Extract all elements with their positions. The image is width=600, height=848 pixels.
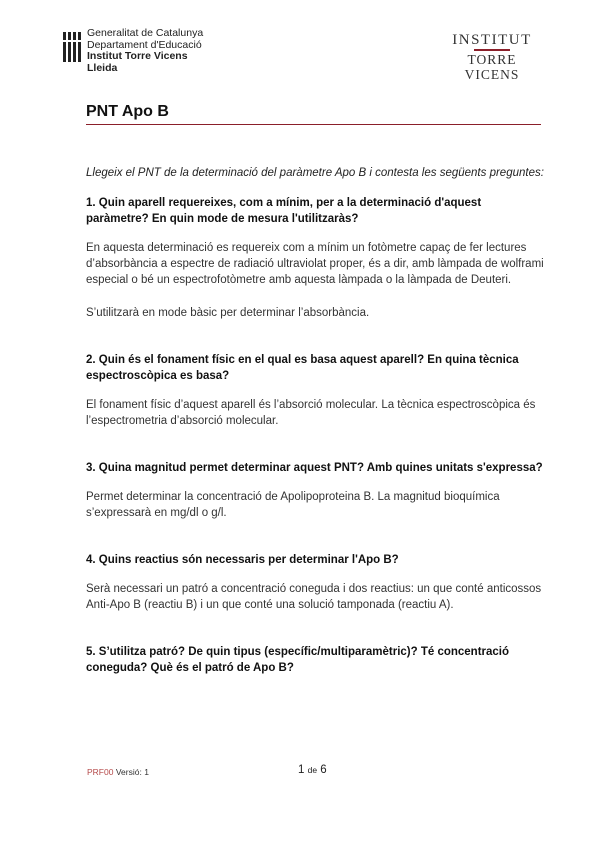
school-name: Institut Torre Vicens [87,50,188,62]
page-of: de [307,765,318,775]
intro-text: Llegeix el PNT de la determinació del paràmetre Apo B i contesta les següents preguntes: [86,167,544,179]
footer-version-label: Versió: 1 [115,767,149,777]
header-organization [87,28,203,74]
question-2: 2. Quin és el fonament físic en el qual es basa aquest aparell? En quina tècnica espectroscòpica es basa? [86,354,519,382]
footer-code: PRF00 [87,767,114,777]
page-number [298,764,327,776]
org-line-1: Generalitat de Catalunya [87,27,204,39]
institut-logo [440,32,544,82]
institut-logo-line2: TORRE VICENS [464,52,520,82]
answer-1a: En aquesta determinació es requereix com a mínim un fotòmetre capaç de fer lectures d’absorbància a espectre de radiació ultraviolat proper, és a dir, amb làmpada de wolframi especial o bé un espectrofotòmetre amb aquesta làmpada o la làmpada de Deuteri. [86,242,544,286]
org-line-2: Departament d'Educació [87,38,202,51]
question-3: 3. Quina magnitud permet determinar aquest PNT? Amb quines unitats s'expressa? [86,462,543,474]
answer-3: Permet determinar la concentració de Apolipoproteina B. La magnitud bioquímica s’expressarà en mg/dl o g/l. [86,491,500,519]
question-1: 1. Quin aparell requereixes, com a mínim, per a la determinació d'aquest paràmetre? En quin mode de mesura l'utilitzaràs? [86,197,482,225]
generalitat-logo-icon [63,32,81,62]
title-divider [86,124,541,125]
page-current: 1 [298,764,305,776]
page-total: 6 [320,764,327,776]
school-city: Lleida [87,61,118,74]
answer-1b: S’utilitzarà en mode bàsic per determinar l’absorbància. [86,307,370,319]
answer-2: El fonament físic d’aquest aparell és l’absorció molecular. La tècnica espectroscòpica és l’espectrometria d’absorció molecular. [86,399,536,427]
institut-logo-line1: INSTITUT [452,32,532,48]
answer-4: Serà necessari un patró a concentració coneguda i dos reactius: un que conté anticossos Anti-Apo B (reactiu B) i un que conté una solució tamponada (reactiu A). [86,583,542,611]
page-title: PNT Apo B [86,103,169,120]
document-body [86,165,544,689]
institut-logo-bar [474,49,510,51]
footer-version [87,767,149,777]
question-5: 5. S’utilitza patró? De quin tipus (específic/multiparamètric)? Té concentració coneguda? Què és el patró de Apo B? [86,646,510,674]
question-4: 4. Quins reactius són necessaris per determinar l'Apo B? [86,554,399,566]
